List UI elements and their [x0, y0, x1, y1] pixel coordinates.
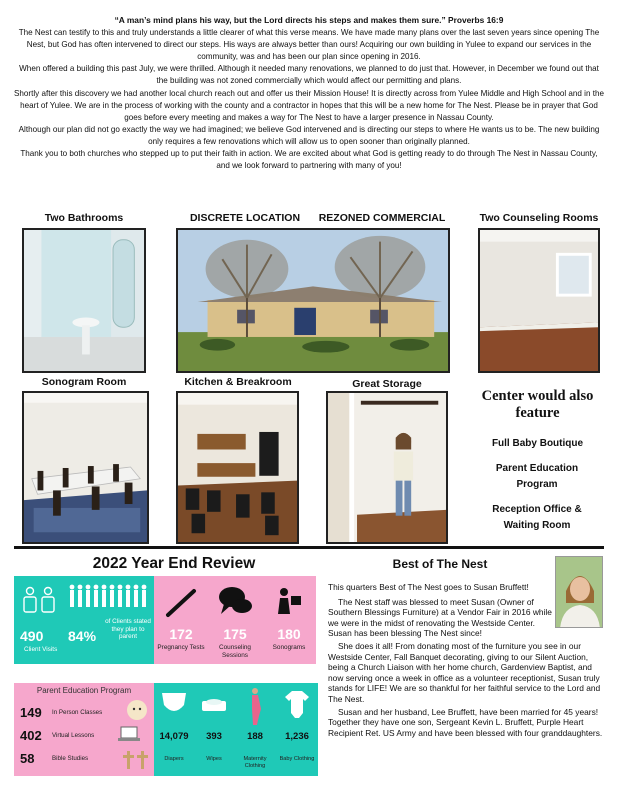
label-discrete-location: DISCRETE LOCATION: [189, 212, 301, 224]
scripture-verse: “A man’s mind plans his way, but the Lord directs his steps and makes them sure.” Proverbs 16:9: [114, 15, 504, 25]
crosses-icon: [122, 749, 150, 769]
label-sonogram-room: Sonogram Room: [41, 376, 127, 388]
client-visits-label: Client Visits: [24, 646, 58, 653]
best-of-nest-text: [328, 582, 603, 740]
parent-education-title: Parent Education Program: [36, 686, 132, 695]
best-paragraph: The Nest staff was blessed to meet Susan (Owner of Southern Blessings Furniture) at a Vendor Fair in 2016 while we were in the midst of renovating the Westside Center. Susan has been blessing The Nest since!: [328, 596, 552, 639]
center-features: [470, 388, 605, 543]
intro-letter: [14, 14, 604, 172]
sonograms-label: Sonograms: [272, 644, 306, 651]
counseling-panel: [208, 576, 262, 664]
best-paragraph: She does it all! From donating most of the furniture you see in our Westside Center, Fall Banquet decorating, giving to our Silent Auction, being a Church Liaison with her home church, Gardenview Baptist, and now serving once a week in office as a volunteer receptionist, Susan truly stands for LIFE! We are so thankful for her faithful service to the Lord and The Nest.: [328, 640, 601, 704]
supply-wipes: [194, 683, 234, 776]
row-value: 149: [20, 705, 42, 720]
label-rezoned-commercial: REZONED COMMERCIAL: [318, 212, 446, 224]
sonograms-panel: [262, 576, 316, 664]
row-label: Bible Studies: [52, 755, 89, 762]
sonogram-icon: [274, 586, 304, 616]
pregnancy-tests-label: Pregnancy Tests: [157, 644, 205, 651]
building-photo: [176, 228, 450, 373]
label-two-counseling-rooms: Two Counseling Rooms: [479, 212, 599, 224]
counseling-room-photo: [478, 228, 600, 373]
row-label: Virtual Lessons: [52, 732, 95, 739]
intro-paragraph: Although our plan did not go exactly the way we had imagined; we believe God intervened and is directing our steps to where He wants us to be. The new building only requires a few renovations which will allow us to open sooner than originally planned.: [18, 124, 600, 146]
counseling-label: Counseling Sessions: [219, 644, 251, 659]
onesie-icon: [284, 689, 310, 719]
supply-value: 393: [206, 731, 222, 742]
supply-label: Maternity Clothing: [243, 756, 267, 769]
susan-portrait: [555, 556, 603, 628]
pregnancy-tests-value: 172: [169, 626, 193, 642]
sonogram-room-photo: [22, 391, 149, 544]
supply-maternity: [234, 683, 276, 776]
plan-to-parent-value: 84%: [68, 628, 97, 644]
supply-label: Baby Clothing: [279, 756, 315, 762]
maternity-icon: [247, 687, 263, 725]
bathroom-photo: [22, 228, 146, 373]
pregnancy-test-icon: [164, 588, 198, 618]
best-of-nest-title: Best of The Nest: [392, 557, 488, 571]
intro-paragraph: Shortly after this discovery we had another local church reach out and offer us their Mission House! It is directly across from Yulee Middle and High School and in the heart of Yulee. We are in the process of working with the county and a contractor in hopes that this will be a new home for The Nest. Please be in prayer that God goes before every meeting and makes a way for The Nest to have a larger presence in Nassau County.: [14, 88, 604, 122]
sonograms-value: 180: [277, 626, 301, 642]
supply-value: 1,236: [285, 731, 309, 742]
feature-item: Reception Office & Waiting Room: [492, 504, 582, 531]
label-kitchen-breakroom: Kitchen & Breakroom: [184, 376, 292, 388]
kitchen-photo: [176, 391, 299, 544]
pregnancy-tests-panel: [154, 576, 208, 664]
section-divider: [14, 546, 604, 549]
supply-label: Diapers: [164, 756, 184, 762]
review-title: 2022 Year End Review: [92, 555, 256, 572]
supply-label: Wipes: [206, 756, 222, 762]
parent-education-row: [20, 705, 102, 720]
wipes-icon: [200, 697, 228, 713]
intro-paragraph: The Nest can testify to this and truly understands a little clearer of what this verse means. We have made many plans over the last seven years since opening The Nest, but God has often intervened to direct our steps. His ways are always better than ours! Acquiring our own building in Yulee to expand our services in the community, was and has been our plan since opening in 2016.: [18, 28, 600, 62]
supply-value: 188: [247, 731, 263, 742]
supply-value: 14,079: [159, 731, 189, 742]
best-paragraph: This quarters Best of The Nest goes to Susan Bruffett!: [328, 582, 529, 592]
parent-education-row: [20, 728, 94, 743]
label-two-bathrooms: Two Bathrooms: [44, 212, 124, 224]
baby-icon: [126, 699, 148, 721]
clients-panel: [14, 576, 154, 664]
plan-to-parent-label: of Clients stated they plan to parent: [105, 618, 151, 640]
feature-item: Parent Education Program: [495, 463, 579, 490]
feature-item: Full Baby Boutique: [491, 438, 584, 449]
row-label: In Person Classes: [52, 709, 103, 716]
supply-diapers: [154, 683, 194, 776]
parent-education-panel: [14, 683, 154, 776]
people-icon: [68, 584, 150, 608]
client-visits-value: 490: [20, 628, 44, 644]
diaper-icon: [160, 691, 188, 717]
label-great-storage: Great Storage: [352, 378, 422, 390]
row-value: 402: [20, 728, 42, 743]
laptop-icon: [118, 725, 140, 743]
clients-icon: [20, 586, 60, 614]
best-paragraph: Susan and her husband, Lee Bruffett, have been married for 45 years! Together they have one son, Sergeant Kevin L. Bruffett, Purple Heart Recipient Ret. US Army and have been blessed with four granddaughters.: [328, 706, 603, 738]
storage-photo: [326, 391, 448, 544]
speech-bubbles-icon: [216, 584, 254, 618]
features-heading: Center would also feature: [481, 388, 594, 421]
intro-paragraph: When offered a building this past July, we were thrilled. Although it needed many renovations, we planned to do just that. However, in December we found out that the building was not zoned commercially which would affect our permitting and plans.: [19, 64, 599, 86]
counseling-value: 175: [223, 626, 247, 642]
row-value: 58: [20, 751, 35, 766]
intro-paragraph: Thank you to both churches who stepped up to put their faith in action. We are excited about what God is getting ready to do through The Nest in Nassau County, and we look forward to partnering with many of you!: [20, 149, 598, 171]
supply-baby-clothing: [276, 683, 318, 776]
parent-education-row: [20, 751, 88, 766]
